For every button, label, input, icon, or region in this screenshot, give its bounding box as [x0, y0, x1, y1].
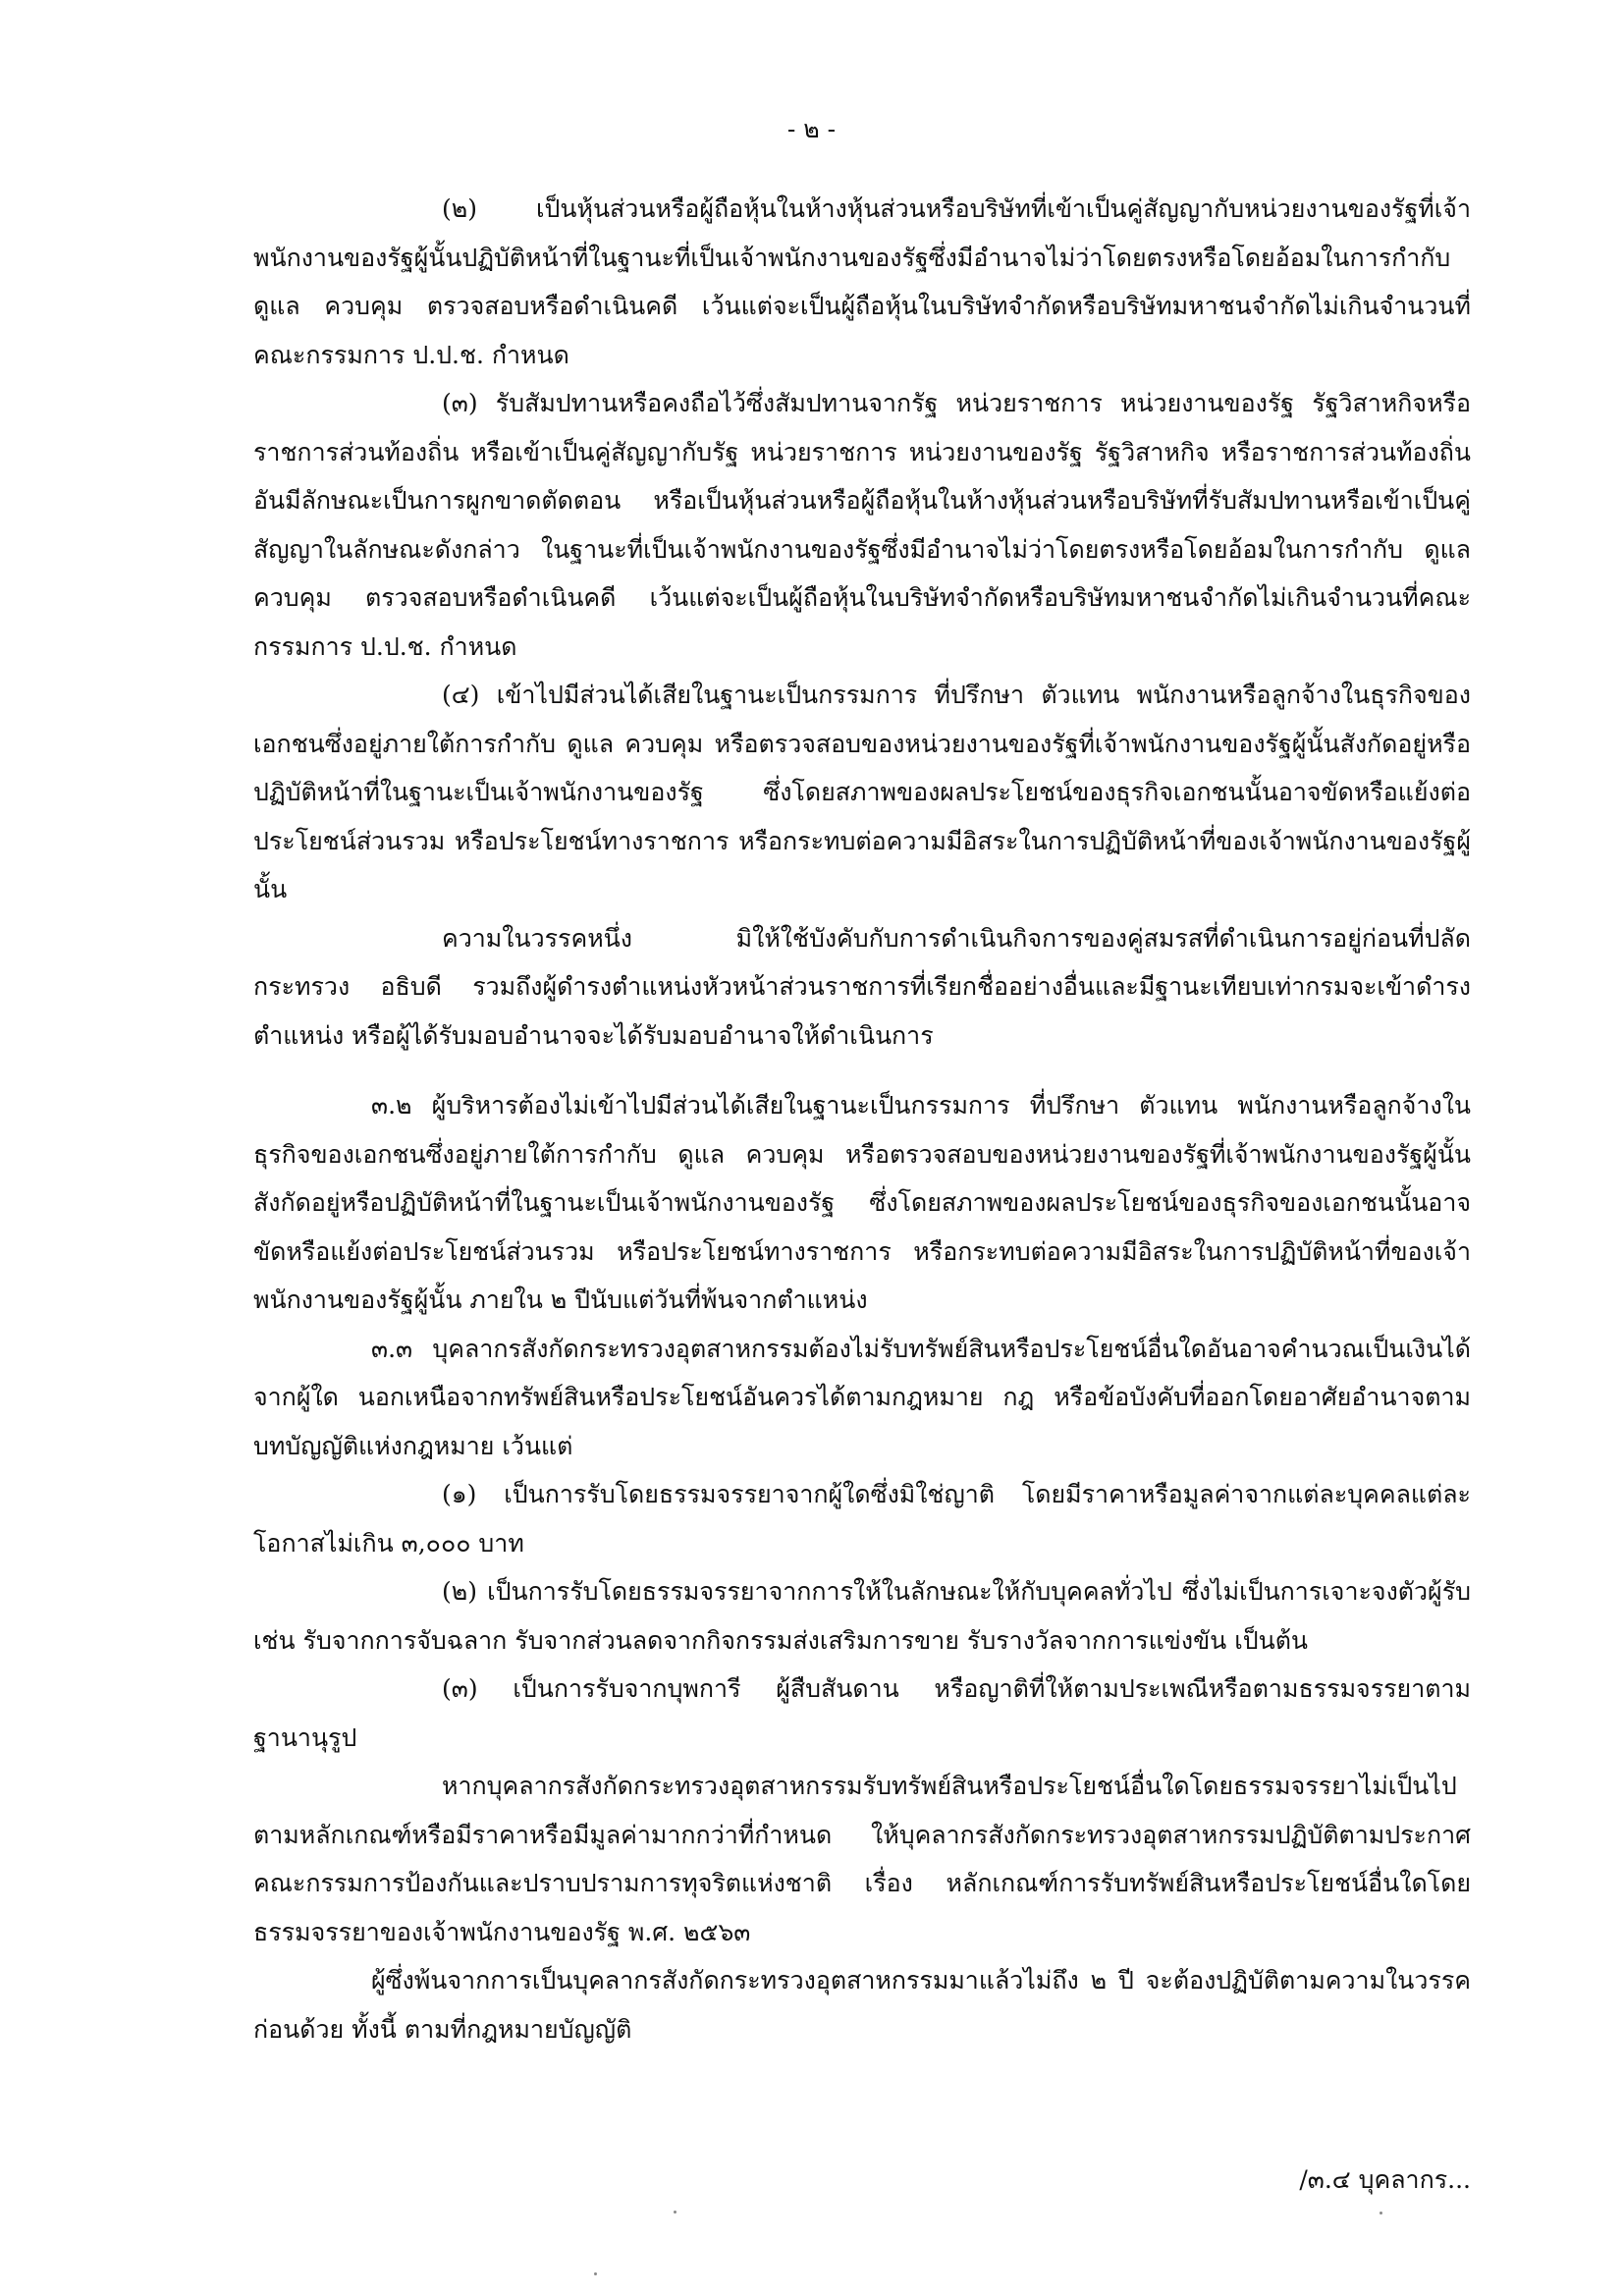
section-3-3-former-staff: ผู้ซึ่งพ้นจากการเป็นบุคลากรสังกัดกระทรวงอุตสาหกรรมมาแล้วไม่ถึง ๒ ปี จะต้องปฏิบัติตามความในวรรคก่อนด้วย ทั้งนี้ ตามที่กฎหมายบัญญัติ — [253, 1966, 1471, 2044]
section-3-2: ๓.๒ ผู้บริหารต้องไม่เข้าไปมีส่วนได้เสียในฐานะเป็นกรรมการ ที่ปรึกษา ตัวแทน พนักงานหรือลูกจ้างในธุรกิจของเอกชนซึ่งอยู่ภายใต้การกำกับ ดูแล ควบคุม หรือตรวจสอบของหน่วยงานของรัฐที่เจ้าพนักงานของรัฐผู้นั้นสังกัดอยู่หรือปฏิบัติหน้าที่ในฐานะเป็นเจ้าพนักงานของรัฐ ซึ่งโดยสภาพของผลประโยชน์ของธุรกิจของเอกชนนั้นอาจขัดหรือแย้งต่อประโยชน์ส่วนรวม หรือประโยชน์ทางราชการ หรือกระทบต่อความมีอิสระในการปฏิบัติหน้าที่ของเจ้าพนักงานของรัฐผู้นั้น ภายใน ๒ ปีนับแต่วันที่พ้นจากตำแหน่ง — [253, 1091, 1471, 1314]
scan-speck — [594, 2272, 597, 2275]
paragraph-exception: ความในวรรคหนึ่ง มิให้ใช้บังคับกับการดำเนินกิจการของคู่สมรสที่ดำเนินการอยู่ก่อนที่ปลัดกระทรวง อธิบดี รวมถึงผู้ดำรงตำแหน่งหัวหน้าส่วนราชการที่เรียกชื่ออย่างอื่นและมีฐานะเทียบเท่ากรมจะเข้าดำรงตำแหน่ง หรือผู้ได้รับมอบอำนาจจะได้รับมอบอำนาจให้ดำเนินการ — [253, 923, 1471, 1050]
section-3-3-note: หากบุคลากรสังกัดกระทรวงอุตสาหกรรมรับทรัพย์สินหรือประโยชน์อื่นใดโดยธรรมจรรยาไม่เป็นไปตามหลักเกณฑ์หรือมีราคาหรือมีมูลค่ามากกว่าที่กำหนด ให้บุคลากรสังกัดกระทรวงอุตสาหกรรมปฏิบัติตามประกาศคณะกรรมการป้องกันและปราบปรามการทุจริตแห่งชาติ เรื่อง หลักเกณฑ์การรับทรัพย์สินหรือประโยชน์อื่นใดโดยธรรมจรรยาของเจ้าพนักงานของรัฐ พ.ศ. ๒๕๖๓ — [253, 1772, 1471, 1946]
section-3-3-item-3: (๓) เป็นการรับจากบุพการี ผู้สืบสันดาน หรือญาติที่ให้ตามประเพณีหรือตามธรรมจรรยาตามฐานานุรูป — [253, 1674, 1471, 1752]
section-3-3: ๓.๓ บุคลากรสังกัดกระทรวงอุตสาหกรรมต้องไม่รับทรัพย์สินหรือประโยชน์อื่นใดอันอาจคำนวณเป็นเงินได้จากผู้ใด นอกเหนือจากทรัพย์สินหรือประโยชน์อันควรได้ตามกฎหมาย กฎ หรือข้อบังคับที่ออกโดยอาศัยอำนาจตามบทบัญญัติแห่งกฎหมาย เว้นแต่ — [253, 1334, 1471, 1460]
scan-speck — [674, 2211, 676, 2214]
section-3-3-item-2: (๒) เป็นการรับโดยธรรมจรรยาจากการให้ในลักษณะให้กับบุคคลทั่วไป ซึ่งไม่เป็นการเจาะจงตัวผู้รับ เช่น รับจากการจับฉลาก รับจากส่วนลดจากกิจกรรมส่งเสริมการขาย รับรางวัลจากการแข่งขัน เป็นต้น — [253, 1577, 1471, 1655]
section-3-3-item-1: (๑) เป็นการรับโดยธรรมจรรยาจากผู้ใดซึ่งมิใช่ญาติ โดยมีราคาหรือมูลค่าจากแต่ละบุคคลแต่ละโอกาสไม่เกิน ๓,๐๐๐ บาท — [253, 1480, 1471, 1558]
paragraph-3: (๓) รับสัมปทานหรือคงถือไว้ซึ่งสัมปทานจากรัฐ หน่วยราชการ หน่วยงานของรัฐ รัฐวิสาหกิจหรือราชการส่วนท้องถิ่น หรือเข้าเป็นคู่สัญญากับรัฐ หน่วยราชการ หน่วยงานของรัฐ รัฐวิสาหกิจ หรือราชการส่วนท้องถิ่น อันมีลักษณะเป็นการผูกขาดตัดตอน หรือเป็นหุ้นส่วนหรือผู้ถือหุ้นในห้างหุ้นส่วนหรือบริษัทที่รับสัมปทานหรือเข้าเป็นคู่สัญญาในลักษณะดังกล่าว ในฐานะที่เป็นเจ้าพนักงานของรัฐซึ่งมีอำนาจไม่ว่าโดยตรงหรือโดยอ้อมในการกำกับ ดูแล ควบคุม ตรวจสอบหรือดำเนินคดี เว้นแต่จะเป็นผู้ถือหุ้นในบริษัทจำกัดหรือบริษัทมหาชนจำกัดไม่เกินจำนวนที่คณะกรรมการ ป.ป.ช. กำหนด — [253, 389, 1471, 661]
document-body — [253, 185, 1471, 2053]
paragraph-4: (๔) เข้าไปมีส่วนได้เสียในฐานะเป็นกรรมการ ที่ปรึกษา ตัวแทน พนักงานหรือลูกจ้างในธุรกิจของเอกชนซึ่งอยู่ภายใต้การกำกับ ดูแล ควบคุม หรือตรวจสอบของหน่วยงานของรัฐที่เจ้าพนักงานของรัฐผู้นั้นสังกัดอยู่หรือปฏิบัติหน้าที่ในฐานะเป็นเจ้าพนักงานของรัฐ ซึ่งโดยสภาพของผลประโยชน์ของธุรกิจเอกชนนั้นอาจขัดหรือแย้งต่อประโยชน์ส่วนรวม หรือประโยชน์ทางราชการ หรือกระทบต่อความมีอิสระในการปฏิบัติหน้าที่ของเจ้าพนักงานของรัฐผู้นั้น — [253, 681, 1471, 903]
page-number: - ๒ - — [786, 115, 837, 143]
continuation-marker: /๓.๔ บุคลากร... — [1299, 2165, 1471, 2194]
scan-speck — [1380, 2212, 1382, 2214]
paragraph-2: (๒) เป็นหุ้นส่วนหรือผู้ถือหุ้นในห้างหุ้นส่วนหรือบริษัทที่เข้าเป็นคู่สัญญากับหน่วยงานของรัฐที่เจ้าพนักงานของรัฐผู้นั้นปฏิบัติหน้าที่ในฐานะที่เป็นเจ้าพนักงานของรัฐซึ่งมีอำนาจไม่ว่าโดยตรงหรือโดยอ้อมในการกำกับ ดูแล ควบคุม ตรวจสอบหรือดำเนินคดี เว้นแต่จะเป็นผู้ถือหุ้นในบริษัทจำกัดหรือบริษัทมหาชนจำกัดไม่เกินจำนวนที่คณะกรรมการ ป.ป.ช. กำหนด — [253, 194, 1471, 369]
